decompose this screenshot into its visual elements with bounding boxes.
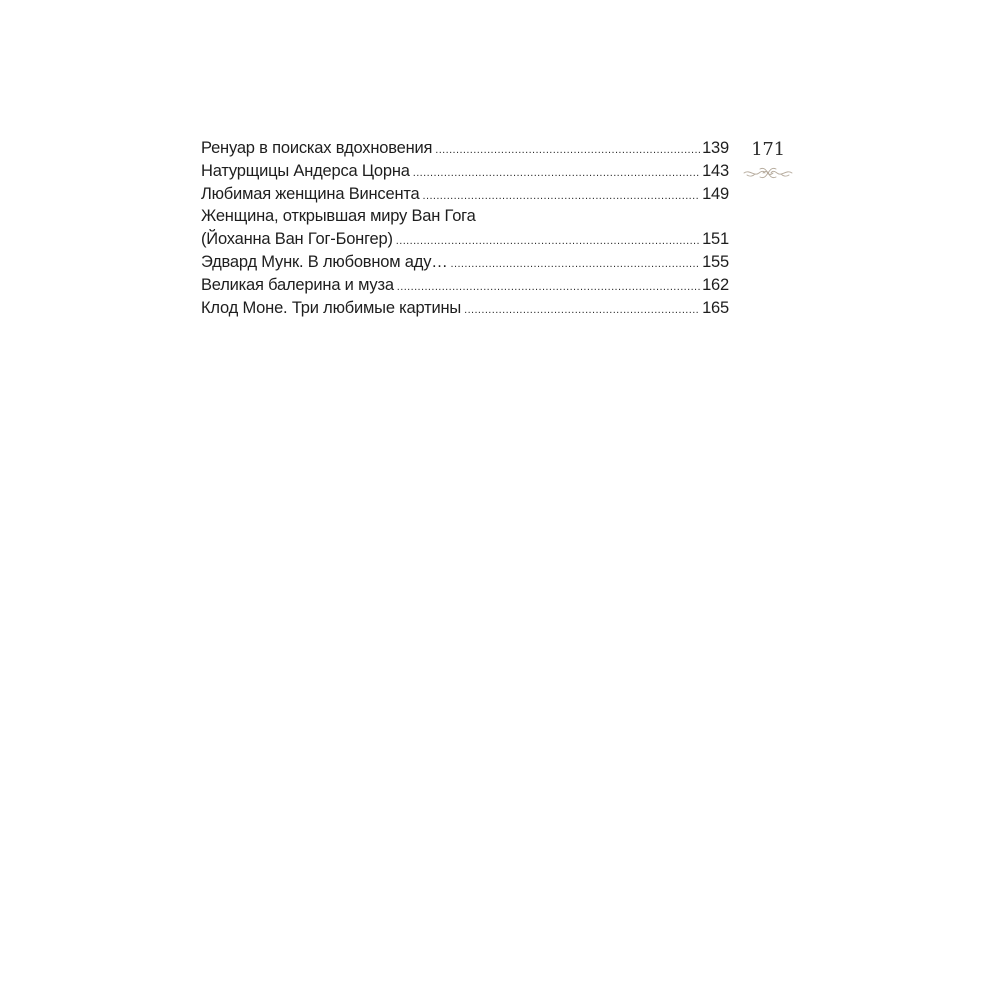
toc-entry-title: Любимая женщина Винсента (201, 184, 420, 203)
toc-leader-dots (464, 299, 700, 322)
toc-leader-dots (435, 139, 700, 162)
toc-entry-title: Ренуар в поисках вдохновения (201, 139, 433, 157)
toc-entry-page: 139 (702, 139, 729, 157)
toc-entry-title: Клод Моне. Три любимые картины (201, 298, 462, 317)
toc-entry-page: 151 (702, 230, 729, 249)
toc-entry-title: Эдвард Мунк. В любовном аду… (201, 252, 448, 271)
toc-entry-title: (Йоханна Ван Гог-Бонгер) (201, 230, 393, 249)
toc-leader-dots (423, 185, 701, 208)
toc-entry-page: 165 (702, 298, 729, 317)
toc-entry-title: Женщина, открывшая миру Ван Гога (201, 207, 476, 226)
table-of-contents (201, 137, 729, 319)
flourish-center-dot (767, 172, 769, 174)
page-number: 171 (751, 139, 785, 160)
toc-entry-title: Великая балерина и муза (201, 275, 394, 294)
toc-entry-first-line[interactable] (201, 205, 729, 228)
toc-entry-page: 155 (702, 252, 729, 271)
toc-entry[interactable] (201, 297, 729, 320)
toc-entry[interactable] (201, 160, 729, 183)
toc-entry[interactable] (201, 274, 729, 297)
toc-leader-dots (451, 253, 701, 276)
toc-entry-page: 149 (702, 184, 729, 203)
toc-entry-page: 143 (702, 161, 729, 180)
toc-leader-dots (413, 162, 700, 185)
toc-entry-page: 162 (702, 275, 729, 294)
decorative-flourish-icon (742, 165, 794, 181)
toc-entry[interactable] (201, 251, 729, 274)
page-folio (741, 139, 795, 181)
toc-leader-dots (396, 230, 700, 253)
toc-entry[interactable] (201, 137, 729, 160)
toc-entry[interactable] (201, 228, 729, 251)
toc-entry-title: Натурщицы Андерса Цорна (201, 161, 410, 180)
toc-entry[interactable] (201, 183, 729, 206)
toc-leader-dots (397, 276, 700, 299)
